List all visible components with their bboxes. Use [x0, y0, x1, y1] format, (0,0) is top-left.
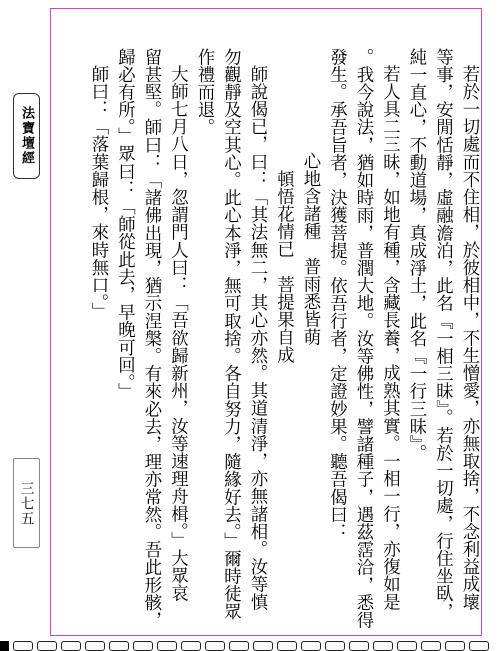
text-column: 歸必有所。」眾曰：「師從此去，早晚可回。」	[114, 48, 135, 401]
text-column: 作禮而退。	[194, 48, 214, 136]
text-columns	[87, 48, 480, 633]
text-column: 勿觀靜及空其心。此心本淨，無可取捨。各自努力，隨緣好去。」爾時徒眾	[220, 48, 241, 621]
page-tab-button[interactable]	[469, 641, 489, 651]
page-tab-button[interactable]	[205, 641, 225, 651]
page-tab-button[interactable]	[373, 641, 393, 651]
text-column: 發生。承吾旨者，決獲菩提。依吾行者，定證妙果。聽吾偈曰：	[326, 48, 347, 541]
page-tab-button[interactable]	[13, 641, 33, 651]
page-tab-button[interactable]	[397, 641, 417, 651]
page-tab-button[interactable]	[253, 641, 273, 651]
page-navigation-bar	[0, 636, 498, 651]
page-tab-button[interactable]	[61, 641, 81, 651]
text-column: 大師七月八日，忽謂門人曰：「吾欲歸新州，汝等速理舟楫。」大眾哀	[167, 65, 188, 603]
text-column: 若人具二三昧，如地有種，含藏長養，成熟其實。一相一行，亦復如是	[379, 65, 400, 611]
text-column: 若於一切處而不住相，於彼相中，不生憎愛，亦無取捨，不念利益成壞	[459, 65, 479, 611]
page-tab-button[interactable]	[445, 641, 465, 651]
book-title: 法寶壇經	[19, 106, 34, 166]
text-column: 留甚堅。師曰：「諸佛出現，猶示涅槃。有來必去，理亦常然。吾此形骸，	[141, 48, 161, 629]
page-tab-button[interactable]	[301, 641, 321, 651]
page-tab-button[interactable]	[325, 641, 345, 651]
book-title-tab[interactable]	[13, 93, 40, 179]
verse-line: 頓悟花情已 菩提果自成	[273, 169, 294, 364]
text-column: 師曰：「落葉歸根，來時無口。」	[88, 65, 108, 321]
text-column: 等事，安閒恬靜，虛融澹泊，此名『一相三昧』。若於一切處，行住坐臥，	[432, 48, 453, 621]
page-tab-button[interactable]	[37, 641, 57, 651]
page-tab-button[interactable]	[85, 641, 105, 651]
page-tab-button[interactable]	[421, 641, 441, 651]
nav-start-marker	[0, 641, 9, 651]
verse-line: 心地含諸種 普雨悉皆萌	[300, 152, 320, 346]
text-column: 純一直心，不動道場，真成淨土，此名『一行三昧』。	[406, 48, 426, 462]
page-tab-button[interactable]	[133, 641, 153, 651]
text-area	[55, 48, 480, 633]
page-tab-button[interactable]	[277, 641, 297, 651]
page-tab-button[interactable]	[229, 641, 249, 651]
text-column: 。我今說法，猶如時雨，普潤大地。汝等佛性，譬諸種子，遇茲霑洽，悉得	[353, 48, 373, 629]
page-tab-button[interactable]	[109, 641, 129, 651]
text-column: 師說偈已，曰：「其法無二，其心亦然。其道清淨，亦無諸相。汝等慎	[247, 65, 267, 611]
page-tab-button[interactable]	[157, 641, 177, 651]
page-tab-button[interactable]	[181, 641, 201, 651]
page-number-tab	[13, 458, 40, 548]
page-tab-button[interactable]	[349, 641, 369, 651]
page-number: 三七五	[18, 480, 35, 526]
